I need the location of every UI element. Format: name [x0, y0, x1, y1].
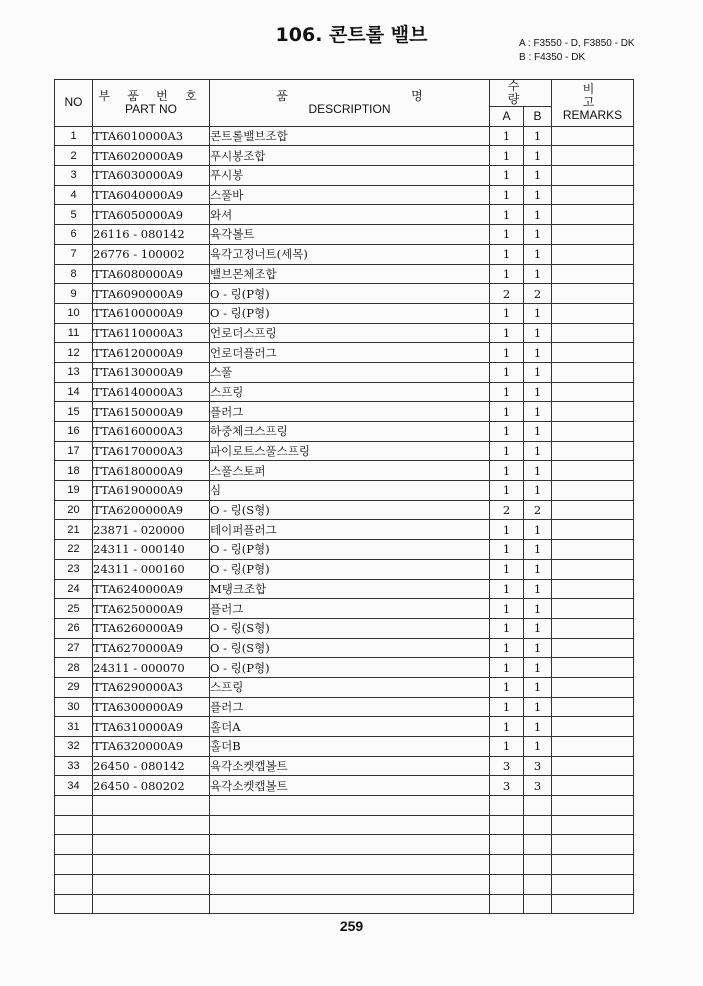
table-row	[55, 677, 634, 697]
cell-no: 18	[55, 461, 93, 481]
cell-a: 1	[490, 737, 524, 757]
cell-desc: O - 링(P형)	[210, 540, 490, 560]
cell-desc: 푸시봉조합	[210, 146, 490, 166]
header-remarks	[552, 80, 634, 127]
cell-part: TTA6130000A9	[93, 362, 210, 382]
cell-b: 1	[524, 559, 552, 579]
cell-desc: 와셔	[210, 205, 490, 225]
cell-remarks	[552, 264, 634, 284]
cell-no: 12	[55, 343, 93, 363]
cell-no: 8	[55, 264, 93, 284]
cell-no: 32	[55, 737, 93, 757]
cell-desc: 플러그	[210, 599, 490, 619]
cell-b	[524, 855, 552, 875]
cell-part: TTA6240000A9	[93, 579, 210, 599]
cell-a: 1	[490, 559, 524, 579]
cell-no: 1	[55, 126, 93, 146]
cell-part: TTA6150000A9	[93, 402, 210, 422]
table-row	[55, 225, 634, 245]
cell-a: 1	[490, 264, 524, 284]
cell-remarks	[552, 185, 634, 205]
cell-b: 1	[524, 225, 552, 245]
cell-a: 1	[490, 126, 524, 146]
cell-part: TTA6010000A3	[93, 126, 210, 146]
cell-b: 1	[524, 205, 552, 225]
table-row	[55, 520, 634, 540]
cell-desc	[210, 796, 490, 816]
table-row	[55, 244, 634, 264]
cell-b: 1	[524, 146, 552, 166]
cell-no: 33	[55, 756, 93, 776]
cell-b: 1	[524, 166, 552, 186]
cell-a: 1	[490, 461, 524, 481]
table-row	[55, 402, 634, 422]
cell-desc: 스풀바	[210, 185, 490, 205]
cell-b: 1	[524, 323, 552, 343]
table-row	[55, 185, 634, 205]
cell-remarks	[552, 225, 634, 245]
cell-no: 9	[55, 284, 93, 304]
cell-part: TTA6250000A9	[93, 599, 210, 619]
cell-remarks	[552, 520, 634, 540]
cell-b	[524, 894, 552, 914]
cell-a: 1	[490, 658, 524, 678]
cell-desc: 테이퍼플러그	[210, 520, 490, 540]
cell-remarks	[552, 894, 634, 914]
header-qty-a: A	[490, 107, 524, 127]
cell-remarks	[552, 756, 634, 776]
table-row	[55, 422, 634, 442]
cell-no: 19	[55, 481, 93, 501]
header-description-kr: 품 명	[276, 88, 483, 103]
cell-part: TTA6320000A9	[93, 737, 210, 757]
cell-remarks	[552, 776, 634, 796]
cell-b: 1	[524, 402, 552, 422]
header-part-no-kr: 부 품 번 호	[98, 88, 204, 103]
cell-desc: 하중체크스프링	[210, 422, 490, 442]
cell-a	[490, 815, 524, 835]
cell-part: 24311 - 000160	[93, 559, 210, 579]
cell-desc: 밸브몬체조합	[210, 264, 490, 284]
cell-remarks	[552, 205, 634, 225]
cell-b: 1	[524, 579, 552, 599]
table-row	[55, 638, 634, 658]
cell-a: 2	[490, 284, 524, 304]
cell-remarks	[552, 382, 634, 402]
cell-part: TTA6290000A3	[93, 677, 210, 697]
cell-desc: 육각소켓캡볼트	[210, 776, 490, 796]
cell-desc: 육각볼트	[210, 225, 490, 245]
cell-a: 1	[490, 146, 524, 166]
model-legend-a: A : F3550 - D, F3850 - DK	[519, 38, 635, 49]
cell-remarks	[552, 461, 634, 481]
table-row	[55, 343, 634, 363]
table-row	[55, 835, 634, 855]
cell-a	[490, 796, 524, 816]
cell-no: 28	[55, 658, 93, 678]
table-row	[55, 796, 634, 816]
cell-part: 26776 - 100002	[93, 244, 210, 264]
cell-part: TTA6160000A3	[93, 422, 210, 442]
cell-no: 10	[55, 303, 93, 323]
table-row	[55, 737, 634, 757]
cell-desc: O - 링(P형)	[210, 284, 490, 304]
cell-desc: 스풀	[210, 362, 490, 382]
table-row	[55, 323, 634, 343]
cell-a: 1	[490, 225, 524, 245]
table-row	[55, 441, 634, 461]
cell-a: 1	[490, 166, 524, 186]
cell-remarks	[552, 343, 634, 363]
cell-remarks	[552, 422, 634, 442]
cell-remarks	[552, 599, 634, 619]
cell-part: TTA6310000A9	[93, 717, 210, 737]
cell-b: 1	[524, 126, 552, 146]
cell-remarks	[552, 658, 634, 678]
cell-b	[524, 874, 552, 894]
cell-a: 1	[490, 481, 524, 501]
cell-desc: O - 링(S형)	[210, 618, 490, 638]
cell-a: 1	[490, 677, 524, 697]
cell-no: 7	[55, 244, 93, 264]
cell-desc: 스풀스토퍼	[210, 461, 490, 481]
cell-b: 1	[524, 481, 552, 501]
table-row	[55, 618, 634, 638]
cell-a: 1	[490, 323, 524, 343]
cell-b: 1	[524, 461, 552, 481]
cell-remarks	[552, 500, 634, 520]
cell-b: 1	[524, 382, 552, 402]
cell-part	[93, 835, 210, 855]
model-legend	[519, 37, 635, 65]
table-row	[55, 559, 634, 579]
table-row	[55, 303, 634, 323]
cell-desc: 푸시봉	[210, 166, 490, 186]
table-row	[55, 776, 634, 796]
cell-remarks	[552, 481, 634, 501]
cell-a: 1	[490, 638, 524, 658]
header-remarks-kr: 비 고	[582, 82, 613, 110]
cell-a: 1	[490, 579, 524, 599]
table-row	[55, 126, 634, 146]
table-row	[55, 579, 634, 599]
table-row	[55, 756, 634, 776]
cell-no: 17	[55, 441, 93, 461]
header-remarks-en: REMARKS	[562, 108, 623, 123]
cell-b	[524, 815, 552, 835]
parts-table	[54, 79, 634, 914]
cell-b: 3	[524, 756, 552, 776]
cell-b: 2	[524, 500, 552, 520]
cell-no	[55, 874, 93, 894]
cell-part: 26116 - 080142	[93, 225, 210, 245]
cell-b: 1	[524, 717, 552, 737]
cell-no: 24	[55, 579, 93, 599]
cell-no: 27	[55, 638, 93, 658]
table-row	[55, 697, 634, 717]
cell-part: TTA6200000A9	[93, 500, 210, 520]
table-row	[55, 481, 634, 501]
cell-part: TTA6090000A9	[93, 284, 210, 304]
cell-remarks	[552, 796, 634, 816]
cell-desc: 스프링	[210, 677, 490, 697]
cell-part: TTA6020000A9	[93, 146, 210, 166]
cell-no: 4	[55, 185, 93, 205]
cell-a: 1	[490, 441, 524, 461]
cell-remarks	[552, 244, 634, 264]
model-legend-b: B : F4350 - DK	[519, 52, 586, 63]
cell-a: 1	[490, 205, 524, 225]
cell-part: TTA6110000A3	[93, 323, 210, 343]
cell-b: 1	[524, 303, 552, 323]
cell-no: 16	[55, 422, 93, 442]
cell-remarks	[552, 402, 634, 422]
cell-no	[55, 815, 93, 835]
table-row	[55, 874, 634, 894]
cell-desc	[210, 855, 490, 875]
cell-no: 14	[55, 382, 93, 402]
header-quantity: 수 량	[490, 80, 552, 107]
cell-no: 25	[55, 599, 93, 619]
cell-b: 1	[524, 185, 552, 205]
cell-no	[55, 894, 93, 914]
cell-part: TTA6080000A9	[93, 264, 210, 284]
cell-remarks	[552, 835, 634, 855]
cell-b: 1	[524, 599, 552, 619]
cell-desc: 언로더플러그	[210, 343, 490, 363]
cell-remarks	[552, 815, 634, 835]
cell-no: 23	[55, 559, 93, 579]
table-row	[55, 855, 634, 875]
cell-remarks	[552, 303, 634, 323]
cell-no: 2	[55, 146, 93, 166]
cell-remarks	[552, 146, 634, 166]
cell-remarks	[552, 638, 634, 658]
cell-b: 1	[524, 737, 552, 757]
cell-a	[490, 835, 524, 855]
table-row	[55, 264, 634, 284]
cell-part: TTA6120000A9	[93, 343, 210, 363]
cell-part: TTA6040000A9	[93, 185, 210, 205]
cell-desc: 언로더스프링	[210, 323, 490, 343]
cell-remarks	[552, 284, 634, 304]
cell-a: 1	[490, 244, 524, 264]
cell-part: 23871 - 020000	[93, 520, 210, 540]
cell-b: 1	[524, 697, 552, 717]
cell-remarks	[552, 579, 634, 599]
cell-b: 1	[524, 658, 552, 678]
cell-remarks	[552, 126, 634, 146]
cell-part: TTA6300000A9	[93, 697, 210, 717]
cell-a: 1	[490, 303, 524, 323]
header-part-no-en: PART NO	[124, 101, 177, 116]
cell-remarks	[552, 677, 634, 697]
cell-a: 1	[490, 185, 524, 205]
cell-no: 3	[55, 166, 93, 186]
page-title: 106. 콘트롤 밸브	[275, 24, 428, 46]
cell-remarks	[552, 697, 634, 717]
table-row	[55, 284, 634, 304]
table-row	[55, 717, 634, 737]
cell-remarks	[552, 874, 634, 894]
cell-desc	[210, 815, 490, 835]
cell-part: 26450 - 080202	[93, 776, 210, 796]
cell-a: 1	[490, 618, 524, 638]
cell-remarks	[552, 717, 634, 737]
cell-a: 1	[490, 540, 524, 560]
header-qty-b: B	[524, 107, 552, 127]
cell-part: TTA6260000A9	[93, 618, 210, 638]
cell-a	[490, 894, 524, 914]
cell-desc: O - 링(S형)	[210, 638, 490, 658]
cell-desc: 플러그	[210, 697, 490, 717]
cell-b: 1	[524, 362, 552, 382]
cell-a: 1	[490, 402, 524, 422]
cell-desc: 심	[210, 481, 490, 501]
cell-a: 1	[490, 599, 524, 619]
cell-part: TTA6190000A9	[93, 481, 210, 501]
cell-desc	[210, 894, 490, 914]
cell-b: 1	[524, 540, 552, 560]
table-row	[55, 500, 634, 520]
cell-no: 20	[55, 500, 93, 520]
cell-no: 13	[55, 362, 93, 382]
cell-desc	[210, 835, 490, 855]
cell-remarks	[552, 441, 634, 461]
cell-no: 26	[55, 618, 93, 638]
header-part-no	[93, 80, 210, 127]
cell-part: TTA6140000A3	[93, 382, 210, 402]
cell-desc: O - 링(P형)	[210, 303, 490, 323]
cell-desc: O - 링(P형)	[210, 559, 490, 579]
table-row	[55, 205, 634, 225]
header-description-en: DESCRIPTION	[308, 101, 391, 116]
cell-part	[93, 855, 210, 875]
cell-desc: 홀더B	[210, 737, 490, 757]
cell-b: 1	[524, 343, 552, 363]
cell-no: 6	[55, 225, 93, 245]
cell-b: 1	[524, 520, 552, 540]
table-row	[55, 146, 634, 166]
table-row	[55, 166, 634, 186]
cell-no: 15	[55, 402, 93, 422]
cell-part: TTA6170000A3	[93, 441, 210, 461]
cell-b: 1	[524, 244, 552, 264]
cell-part: TTA6270000A9	[93, 638, 210, 658]
cell-a: 1	[490, 382, 524, 402]
cell-a: 3	[490, 756, 524, 776]
cell-part	[93, 894, 210, 914]
cell-no: 34	[55, 776, 93, 796]
cell-desc: M탱크조합	[210, 579, 490, 599]
cell-no: 11	[55, 323, 93, 343]
cell-desc: O - 링(S형)	[210, 500, 490, 520]
cell-no: 29	[55, 677, 93, 697]
cell-b: 1	[524, 441, 552, 461]
cell-no	[55, 835, 93, 855]
cell-a: 1	[490, 362, 524, 382]
cell-a: 1	[490, 422, 524, 442]
cell-desc: 콘트롤밸브조합	[210, 126, 490, 146]
header-no: NO	[55, 80, 93, 127]
table-row	[55, 658, 634, 678]
cell-a: 1	[490, 697, 524, 717]
page-number: 259	[339, 918, 364, 934]
cell-desc: 파이로트스풀스프링	[210, 441, 490, 461]
cell-part: TTA6100000A9	[93, 303, 210, 323]
cell-desc: 스프링	[210, 382, 490, 402]
cell-b: 1	[524, 677, 552, 697]
table-row	[55, 599, 634, 619]
cell-remarks	[552, 166, 634, 186]
cell-a: 2	[490, 500, 524, 520]
cell-part	[93, 815, 210, 835]
cell-b: 1	[524, 264, 552, 284]
cell-a	[490, 855, 524, 875]
cell-no	[55, 855, 93, 875]
cell-remarks	[552, 559, 634, 579]
cell-a: 1	[490, 717, 524, 737]
table-row	[55, 815, 634, 835]
table-row	[55, 540, 634, 560]
cell-part: 24311 - 000070	[93, 658, 210, 678]
cell-part: TTA6030000A9	[93, 166, 210, 186]
cell-remarks	[552, 362, 634, 382]
cell-remarks	[552, 323, 634, 343]
cell-part: TTA6050000A9	[93, 205, 210, 225]
cell-desc: 플러그	[210, 402, 490, 422]
cell-remarks	[552, 618, 634, 638]
table-row	[55, 382, 634, 402]
cell-desc: 육각고정너트(세목)	[210, 244, 490, 264]
table-row	[55, 894, 634, 914]
cell-a	[490, 874, 524, 894]
cell-b: 3	[524, 776, 552, 796]
cell-desc	[210, 874, 490, 894]
cell-b: 2	[524, 284, 552, 304]
cell-part: 26450 - 080142	[93, 756, 210, 776]
cell-part: 24311 - 000140	[93, 540, 210, 560]
cell-desc: O - 링(P형)	[210, 658, 490, 678]
cell-no: 31	[55, 717, 93, 737]
cell-remarks	[552, 855, 634, 875]
cell-desc: 육각소켓캡볼트	[210, 756, 490, 776]
cell-part	[93, 796, 210, 816]
cell-b	[524, 835, 552, 855]
cell-remarks	[552, 540, 634, 560]
cell-no: 5	[55, 205, 93, 225]
cell-b: 1	[524, 638, 552, 658]
cell-b: 1	[524, 618, 552, 638]
table-row	[55, 461, 634, 481]
cell-desc: 홀더A	[210, 717, 490, 737]
header-description	[210, 80, 490, 127]
cell-no: 30	[55, 697, 93, 717]
cell-no: 22	[55, 540, 93, 560]
cell-b	[524, 796, 552, 816]
table-row	[55, 362, 634, 382]
cell-part: TTA6180000A9	[93, 461, 210, 481]
cell-part	[93, 874, 210, 894]
cell-no	[55, 796, 93, 816]
cell-no: 21	[55, 520, 93, 540]
cell-a: 1	[490, 520, 524, 540]
cell-a: 3	[490, 776, 524, 796]
cell-a: 1	[490, 343, 524, 363]
cell-remarks	[552, 737, 634, 757]
cell-b: 1	[524, 422, 552, 442]
